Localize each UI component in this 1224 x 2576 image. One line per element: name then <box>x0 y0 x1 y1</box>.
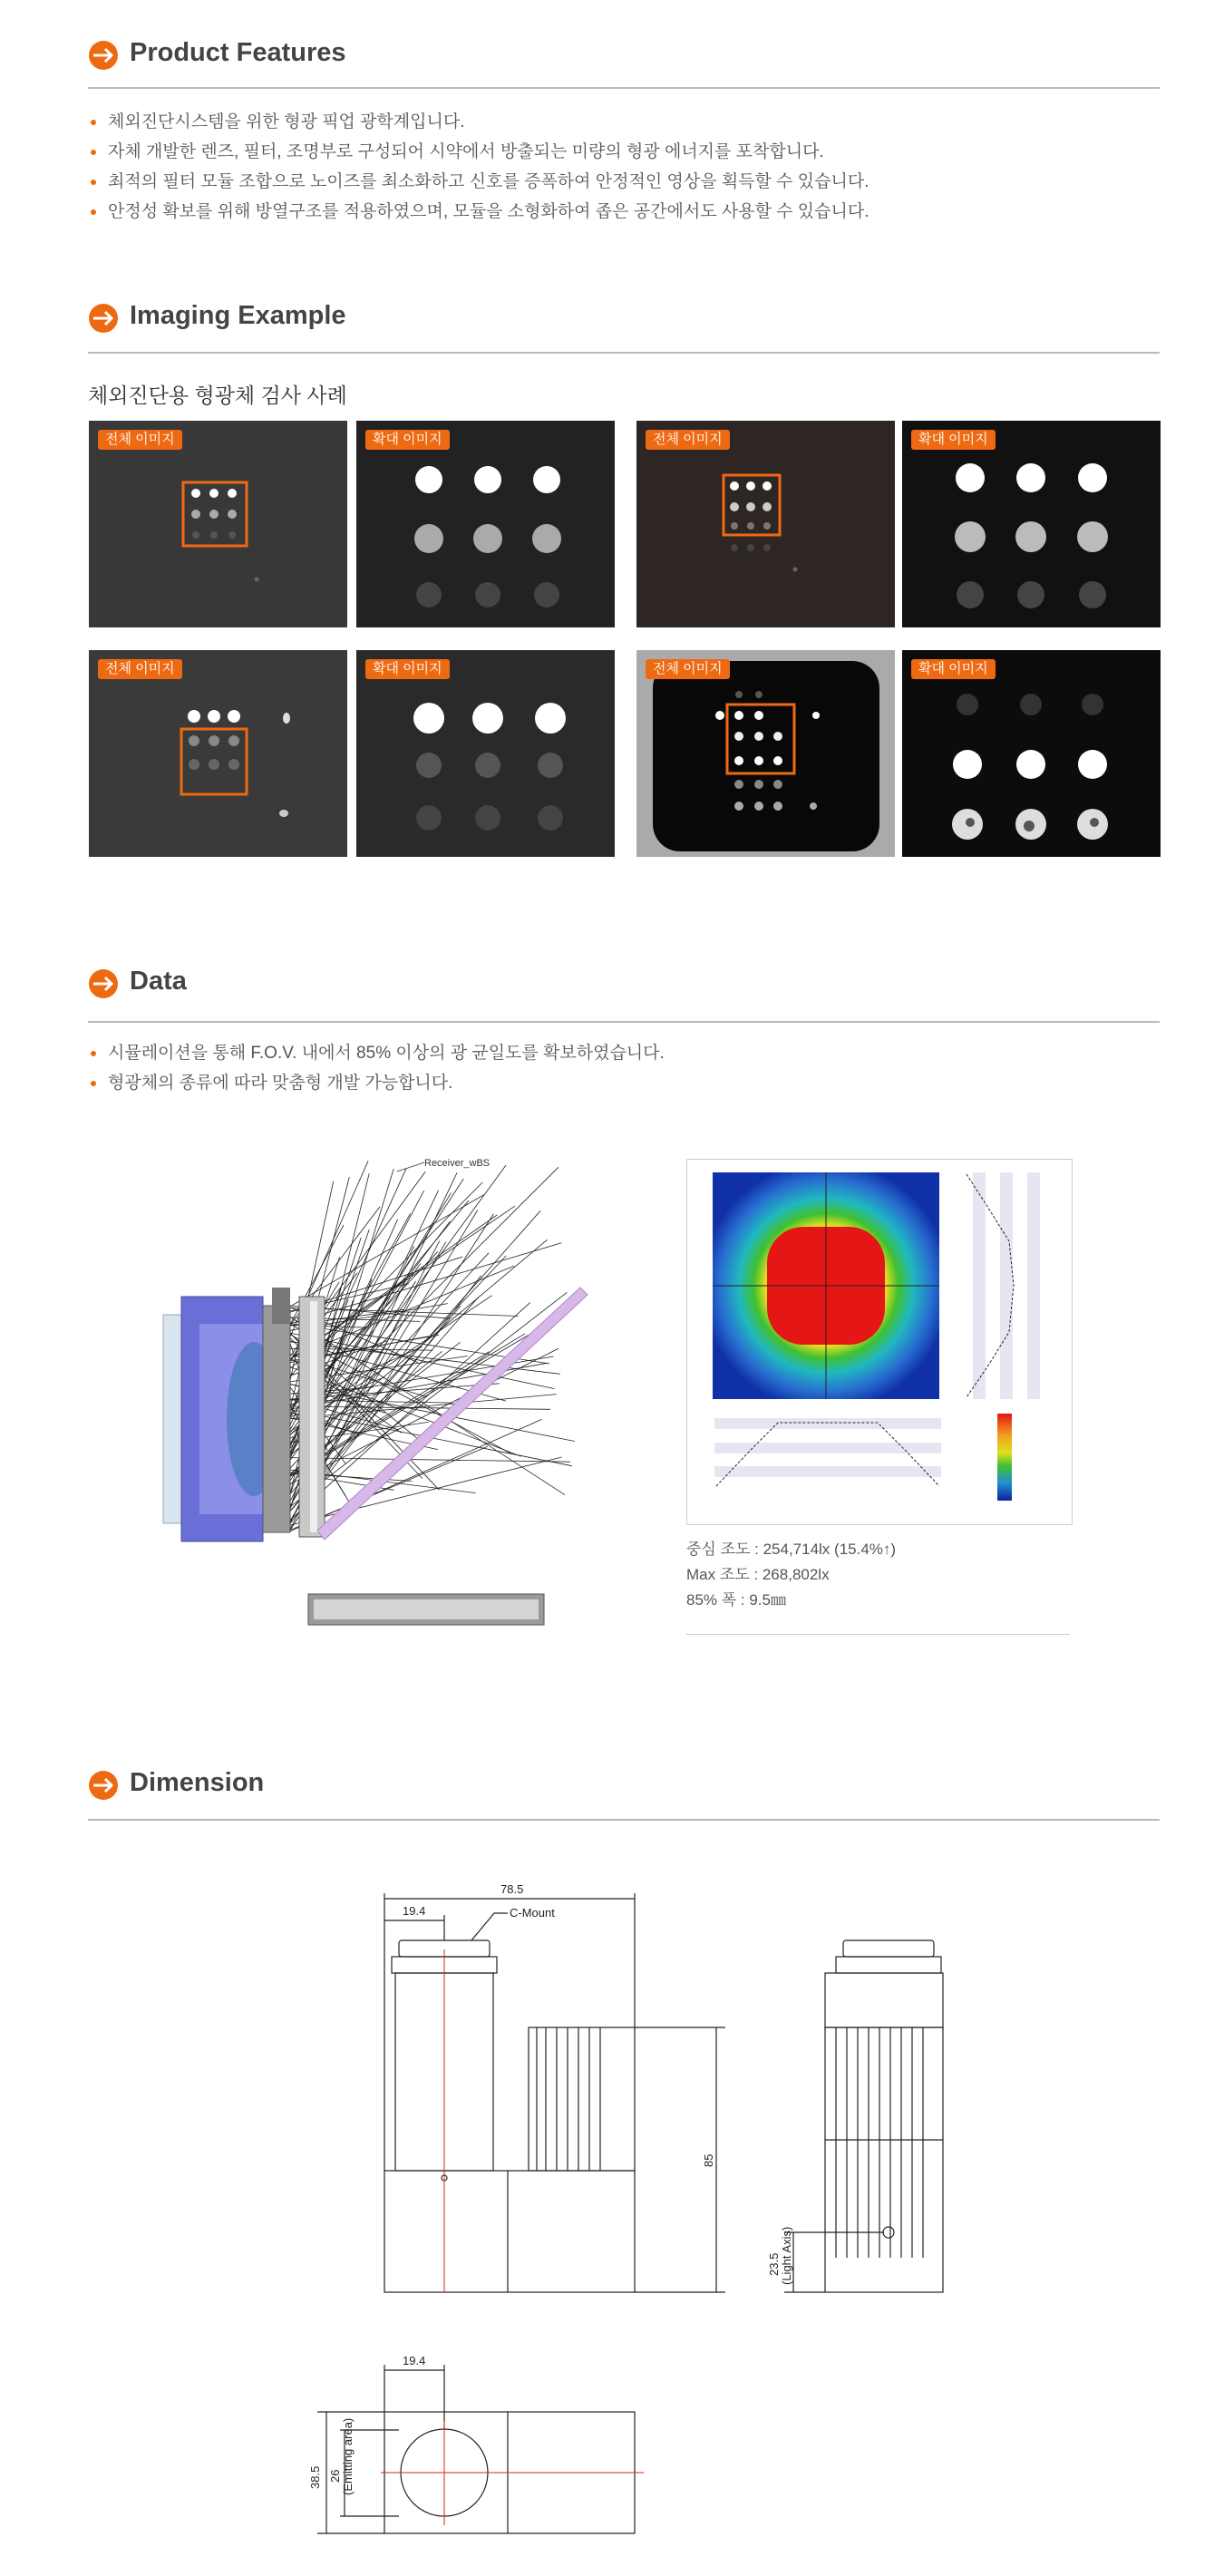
dim-26: 26 <box>328 2469 342 2483</box>
imaging-title: Imaging Example <box>130 301 346 330</box>
arrow-circle-icon <box>88 303 119 334</box>
arrow-circle-icon <box>88 40 119 71</box>
dim-23-5: 23.5 <box>767 2252 781 2276</box>
zoom-image-2 <box>902 421 1161 627</box>
data-section-header <box>88 965 1160 1023</box>
data-divider <box>686 1634 1070 1635</box>
feature-item: 안정성 확보를 위해 방열구조를 적용하였으며, 모듈을 소형화하여 좁은 공간에서도 사용할 수 있습니다. <box>88 197 869 227</box>
receiver-label: Receiver_wBS <box>424 1158 491 1169</box>
illuminance-map-panel <box>686 1159 1073 1525</box>
full-image-3 <box>89 650 347 857</box>
features-list <box>88 107 869 227</box>
center-illuminance: 중심 조도 : 254,714lx (15.4%↑) <box>686 1541 897 1558</box>
zoom-image-tag: 확대 이미지 <box>911 430 996 450</box>
full-image-2 <box>636 421 895 627</box>
full-image-tag: 전체 이미지 <box>98 430 182 450</box>
dim-78-5: 78.5 <box>500 1882 524 1896</box>
zoom-image-tag: 확대 이미지 <box>365 659 450 679</box>
zoom-image-3 <box>356 650 615 857</box>
zoom-image-4 <box>902 650 1161 857</box>
arrow-circle-icon <box>88 968 119 999</box>
dim-38-5: 38.5 <box>308 2465 322 2489</box>
features-title: Product Features <box>130 38 346 67</box>
imaging-subtitle: 체외진단용 형광체 검사 사례 <box>88 384 347 407</box>
imaging-section-header <box>88 299 1160 354</box>
feature-item: 자체 개발한 렌즈, 필터, 조명부로 구성되어 시약에서 방출되는 미량의 형광 에너지를 포착합니다. <box>88 137 869 167</box>
dimension-section-header <box>88 1766 1160 1821</box>
full-image-tag: 전체 이미지 <box>646 659 730 679</box>
ray-line <box>290 1458 570 1463</box>
full-image-tag: 전체 이미지 <box>98 659 182 679</box>
zoom-image-1 <box>356 421 615 627</box>
data-list <box>88 1038 665 1098</box>
full-image-1 <box>89 421 347 627</box>
feature-item: 최적의 필터 모듈 조합으로 노이즈를 최소화하고 신호를 증폭하여 안정적인 영상을 획득할 수 있습니다. <box>88 167 869 197</box>
width-85: 85% 폭 : 9.5㎜ <box>686 1591 786 1609</box>
dimension-drawing <box>0 1850 1224 2539</box>
feature-item: 체외진단시스템을 위한 형광 픽업 광학계입니다. <box>88 107 869 137</box>
dim-23-5-note: (Light Axis) <box>780 2226 793 2285</box>
dimension-title: Dimension <box>130 1768 265 1797</box>
dim-26-note: (Emitting area) <box>341 2417 355 2495</box>
arrow-circle-icon <box>88 1770 119 1801</box>
dim-19-4-top: 19.4 <box>403 2354 426 2367</box>
dim-19-4: 19.4 <box>403 1904 426 1918</box>
data-item: 형광체의 종류에 따라 맞춤형 개발 가능합니다. <box>88 1068 665 1098</box>
full-image-tag: 전체 이미지 <box>646 430 730 450</box>
zoom-image-tag: 확대 이미지 <box>365 430 450 450</box>
dim-cmount: C-Mount <box>510 1906 555 1920</box>
data-title: Data <box>130 967 187 996</box>
max-illuminance: Max 조도 : 268,802lx <box>686 1566 830 1583</box>
full-image-4 <box>636 650 895 857</box>
data-item: 시뮬레이션을 통해 F.O.V. 내에서 85% 이상의 광 균일도를 확보하였습니다. <box>88 1038 665 1068</box>
dim-85: 85 <box>702 2153 715 2167</box>
features-section-header <box>88 36 1160 89</box>
ray-trace-simulation <box>154 1152 589 1632</box>
zoom-image-tag: 확대 이미지 <box>911 659 996 679</box>
